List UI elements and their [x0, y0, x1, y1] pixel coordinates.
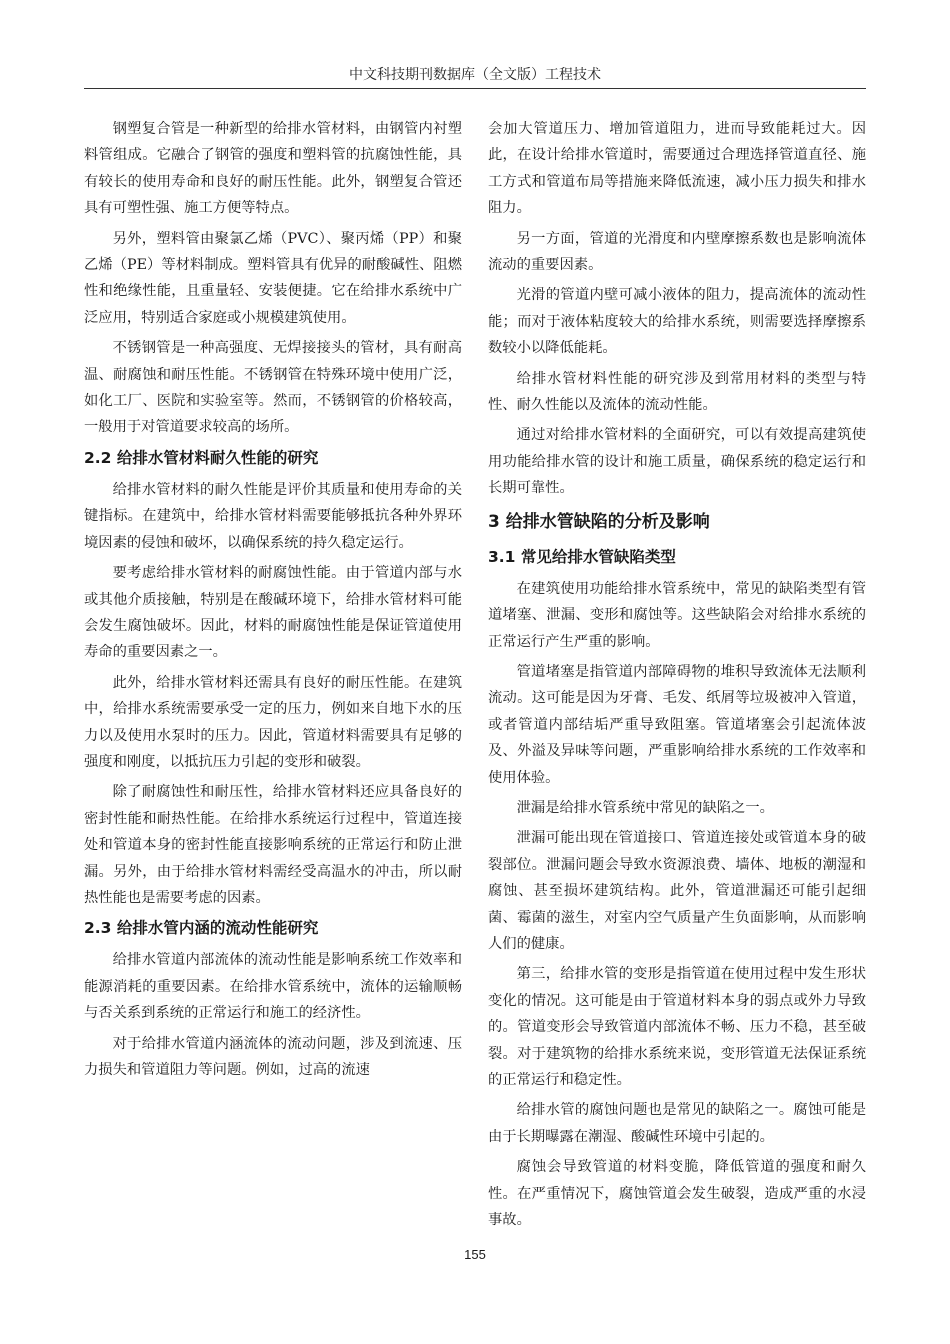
paragraph: 对于给排水管道内涵流体的流动问题，涉及到流速、压力损失和管道阻力等问题。例如，过高的流速 — [84, 1035, 462, 1078]
section-heading: 3 给排水管缺陷的分析及影响 — [488, 511, 710, 532]
paragraph: 腐蚀会导致管道的材料变脆，降低管道的强度和耐久性。在严重情况下，腐蚀管道会发生破裂，造成严重的水浸事故。 — [488, 1159, 866, 1229]
paragraph-continued: 会加大管道压力、增加管道阻力，进而导致能耗过大。因此，在设计给排水管道时，需要通过合理选择管道直径、施工方式和管道布局等措施来降低流速，减小压力损失和排水阻力。 — [488, 121, 866, 217]
paragraph: 另外，塑料管由聚氯乙烯（PVC）、聚丙烯（PP）和聚乙烯（PE）等材料制成。塑料管具有优异的耐酸碱性、阻燃性和绝缘性能，且重量轻、安装便捷。它在给排水系统中广泛应用，特别适合家庭或小规模建筑使用。 — [84, 230, 462, 326]
paragraph: 不锈钢管是一种高强度、无焊接接头的管材，具有耐高温、耐腐蚀和耐压性能。不锈钢管在特殊环境中使用广泛，如化工厂、医院和实验室等。然而，不锈钢管的价格较高，一般用于对管道要求较高的场所。 — [84, 340, 462, 436]
paragraph: 钢塑复合管是一种新型的给排水管材料，由钢管内衬塑料管组成。它融合了钢管的强度和塑料管的抗腐蚀性能，具有较长的使用寿命和良好的耐压性能。此外，钢塑复合管还具有可塑性强、施工方便等特点。 — [84, 121, 462, 217]
paragraph: 要考虑给排水管材料的耐腐蚀性能。由于管道内部与水或其他介质接触，特别是在酸碱环境下，给排水管材料可能会发生腐蚀破坏。因此，材料的耐腐蚀性能是保证管道使用寿命的重要因素之一。 — [84, 565, 462, 661]
paragraph: 通过对给排水管材料的全面研究，可以有效提高建筑使用功能给排水管的设计和施工质量，确保系统的稳定运行和长期可靠性。 — [488, 427, 866, 497]
subsection-heading: 2.3 给排水管内涵的流动性能研究 — [84, 919, 319, 938]
paragraph: 泄漏可能出现在管道接口、管道连接处或管道本身的破裂部位。泄漏问题会导致水资源浪费、墙体、地板的潮湿和腐蚀、甚至损坏建筑结构。此外，管道泄漏还可能引起细菌、霉菌的滋生，对室内空气质量产生负面影响，从而影响人们的健康。 — [488, 830, 866, 952]
page-number: 155 — [464, 1247, 486, 1262]
paragraph: 给排水管道内部流体的流动性能是影响系统工作效率和能源消耗的重要因素。在给排水管系统中，流体的运输顺畅与否关系到系统的正常运行和施工的经济性。 — [84, 952, 462, 1022]
paragraph: 给排水管材料的耐久性能是评价其质量和使用寿命的关键指标。在建筑中，给排水管材料需要能够抵抗各种外界环境因素的侵蚀和破坏，以确保系统的持久稳定运行。 — [84, 481, 462, 551]
paragraph: 此外，给排水管材料还需具有良好的耐压性能。在建筑中，给排水系统需要承受一定的压力，例如来自地下水的压力以及使用水泵时的压力。因此，管道材料需要具有足够的强度和刚度，以抵抗压力引起的变形和破裂。 — [84, 674, 462, 770]
paragraph: 管道堵塞是指管道内部障碍物的堆积导致流体无法顺利流动。这可能是因为牙膏、毛发、纸屑等垃圾被冲入管道，或者管道内部结垢严重导致阻塞。管道堵塞会引起流体波及、外溢及异味等问题，严重影响给排水系统的工作效率和使用体验。 — [488, 663, 866, 786]
paragraph: 给排水管的腐蚀问题也是常见的缺陷之一。腐蚀可能是由于长期曝露在潮湿、酸碱性环境中引起的。 — [488, 1102, 866, 1145]
paragraph: 在建筑使用功能给排水管系统中，常见的缺陷类型有管道堵塞、泄漏、变形和腐蚀等。这些缺陷会对给排水系统的正常运行产生严重的影响。 — [488, 580, 866, 650]
right-column — [488, 116, 866, 1237]
header-rule — [84, 88, 866, 89]
paragraph: 泄漏是给排水管系统中常见的缺陷之一。 — [516, 799, 774, 816]
paragraph: 第三，给排水管的变形是指管道在使用过程中发生形状变化的情况。这可能是由于管道材料本身的弱点或外力导致的。管道变形会导致管道内部流体不畅、压力不稳，甚至破裂。对于建筑物的给排水系统来说，变形管道无法保证系统的正常运行和稳定性。 — [488, 966, 866, 1088]
paragraph: 除了耐腐蚀性和耐压性，给排水管材料还应具备良好的密封性能和耐热性能。在给排水系统运行过程中，管道连接处和管道本身的密封性能直接影响系统的正常运行和防止泄漏。另外，由于给排水管材料需经受高温水的冲击，所以耐热性能也是需要考虑的因素。 — [84, 784, 462, 906]
paragraph: 给排水管材料性能的研究涉及到常用材料的类型与特性、耐久性能以及流体的流动性能。 — [488, 370, 866, 414]
paragraph: 光滑的管道内壁可减小液体的阻力，提高流体的流动性能；而对于液体粘度较大的给排水系统，则需要选择摩擦系数较小以降低能耗。 — [488, 287, 866, 357]
left-column — [84, 116, 462, 1087]
subsection-heading: 2.2 给排水管材料耐久性能的研究 — [84, 448, 319, 467]
paragraph: 另一方面，管道的光滑度和内壁摩擦系数也是影响流体流动的重要因素。 — [488, 230, 866, 274]
running-header: 中文科技期刊数据库（全文版）工程技术 — [349, 67, 601, 83]
subsection-heading: 3.1 常见给排水管缺陷类型 — [488, 547, 676, 566]
